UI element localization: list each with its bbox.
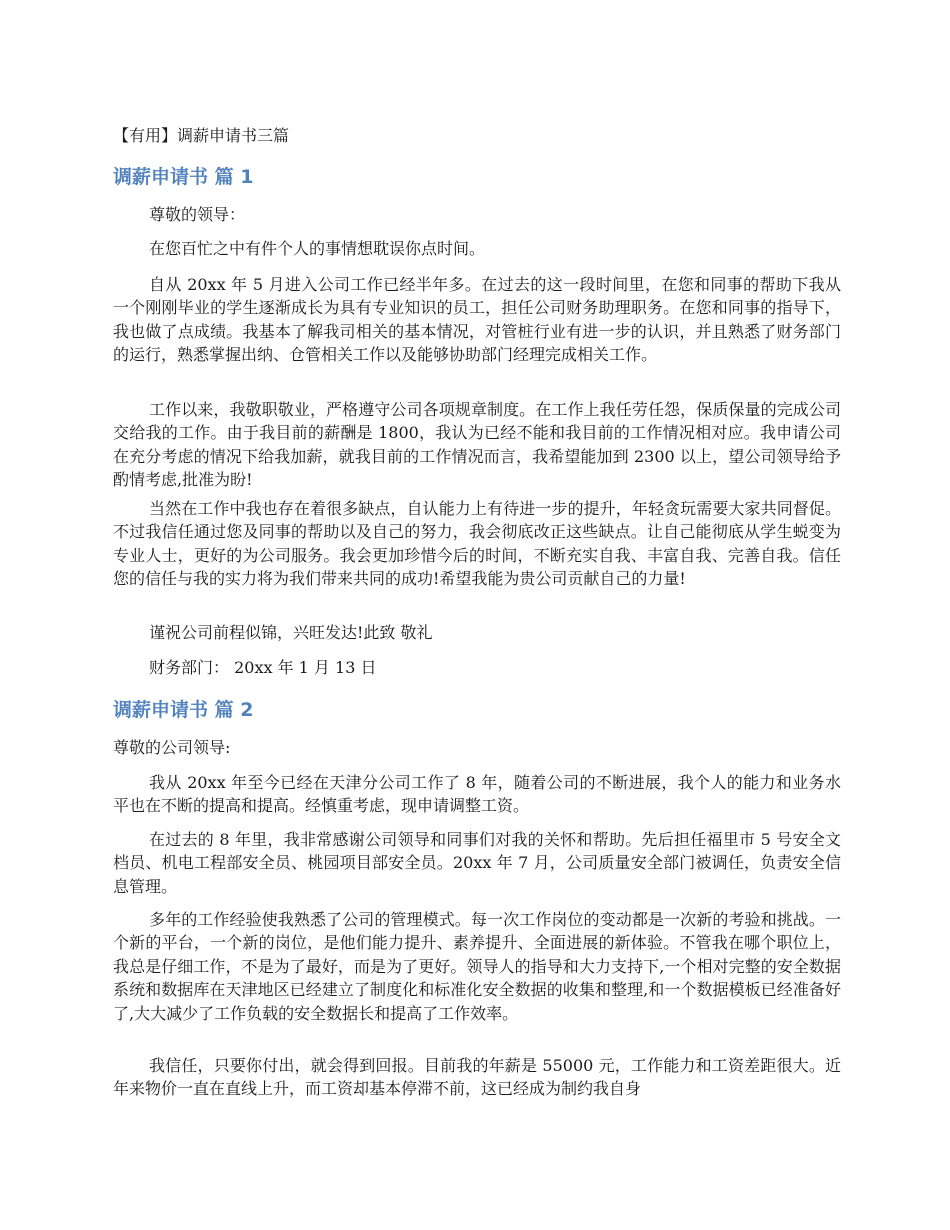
- s2-paragraph-history: 在过去的 8 年里，我非常感谢公司领导和同事们对我的关怀和帮助。先后担任福里市 5 号安全文档员、机电工程部安全员、桃园项目部安全员。20xx 年 7 月，公司质量安全部门被调任，负责安全信息管理。: [113, 830, 841, 896]
- s1-closing: 谨祝公司前程似锦，兴旺发达!此致 敬礼: [149, 623, 433, 642]
- section-heading-2: 调薪申请书 篇 2: [113, 699, 254, 721]
- s2-paragraph-experience: 多年的工作经验使我熟悉了公司的管理模式。每一次工作岗位的变动都是一次新的考验和挑战。一个新的平台，一个新的岗位，是他们能力提升、素养提升、全面进展的新体验。不管我在哪个职位上，我总是仔细工作，不是为了最好，而是为了更好。领导人的指导和大力支持下,一个相对完整的安全数据系统和数据库在天津地区已经建立了制度化和标准化安全数据的收集和整理,和一个数据模板已经准备好了,大大减少了工作负载的安全数据长和提高了工作效率。: [113, 910, 841, 1023]
- section-heading-1: 调薪申请书 篇 1: [113, 166, 254, 188]
- s1-signature: 财务部门： 20xx 年 1 月 13 日: [149, 658, 377, 677]
- s1-paragraph-background: 自从 20xx 年 5 月进入公司工作已经半年多。在过去的这一段时间里，在您和同事的帮助下我从一个刚刚毕业的学生逐渐成长为具有专业知识的员工，担任公司财务助理职务。在您和同事的指导下，我也做了点成绩。我基本了解我司相关的基本情况，对管桩行业有进一步的认识，并且熟悉了财务部门的运行，熟悉掌握出纳、仓管相关工作以及能够协助部门经理完成相关工作。: [113, 275, 841, 365]
- s1-paragraph-self-assessment: 当然在工作中我也存在着很多缺点，自认能力上有待进一步的提升，年轻贪玩需要大家共同督促。不过我信任通过您及同事的帮助以及自己的努力，我会彻底改正这些缺点。让自己能彻底从学生蜕变为专业人士，更好的为公司服务。我会更加珍惜今后的时间，不断充实自我、丰富自我、完善自我。信任您的信任与我的实力将为我们带来共同的成功!希望我能为贵公司贡献自己的力量!: [113, 499, 841, 589]
- s1-paragraph-opening: 在您百忙之中有件个人的事情想耽误你点时间。: [149, 239, 486, 258]
- document-title: 【有用】调薪申请书三篇: [113, 126, 290, 145]
- s1-paragraph-request: 工作以来，我敬职敬业，严格遵守公司各项规章制度。在工作上我任劳任怨，保质保量的完成公司交给我的工作。由于我目前的薪酬是 1800，我认为已经不能和我目前的工作情况相对应。我申请公司在充分考虑的情况下给我加薪，就我目前的工作情况而言，我希望能加到 2300 以上，望公司领导给予酌情考虑,批准为盼!: [113, 400, 841, 490]
- s2-paragraph-salary: 我信任，只要你付出，就会得到回报。目前我的年薪是 55000 元，工作能力和工资差距很大。近年来物价一直在直线上升，而工资却基本停滞不前，这已经成为制约我自身: [113, 1056, 841, 1099]
- s2-paragraph-intro: 我从 20xx 年至今已经在天津分公司工作了 8 年，随着公司的不断进展，我个人的能力和业务水平也在不断的提高和提高。经慎重考虑，现申请调整工资。: [113, 773, 841, 816]
- s1-salutation: 尊敬的领导：: [149, 205, 246, 224]
- s2-salutation: 尊敬的公司领导:: [113, 738, 231, 757]
